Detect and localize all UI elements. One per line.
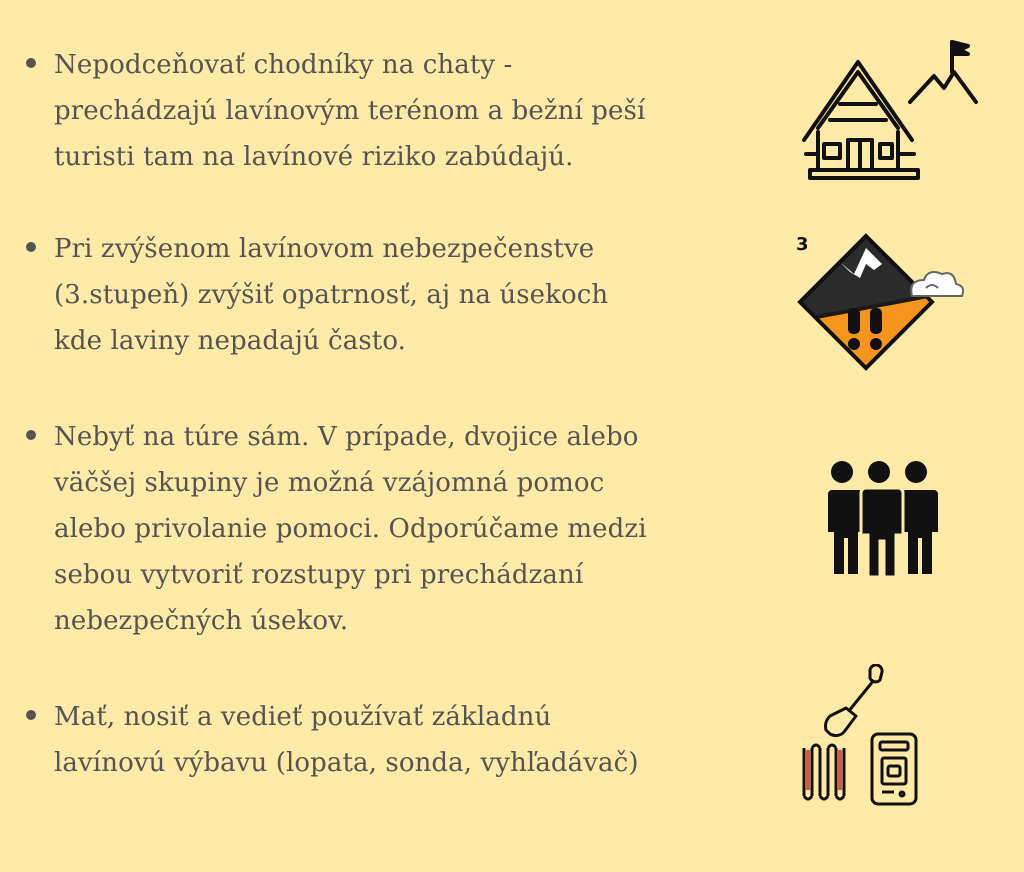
bullet [26, 710, 36, 720]
bullet [26, 430, 36, 440]
list-item-equipment [26, 694, 639, 786]
item-text: Nepodceňovať chodníky na chaty - prechádzajú lavínovým terénom a bežní peší turisti tam na lavínové riziko zabúdajú. [54, 50, 646, 172]
avalanche-danger-level-3-icon [790, 230, 970, 376]
item-text: Nebyť na túre sám. V prípade, dvojice alebo väčšej skupiny je možná vzájomná pomoc alebo privolanie pomoci. Odporúčame medzi sebou vytvoriť rozstupy pri prechádzaní nebezpečných úsekov. [54, 422, 647, 636]
list-item-danger-level [26, 226, 608, 364]
probe-icon [804, 745, 844, 799]
item-text: Pri zvýšenom lavínovom nebezpečenstve (3.stupeň) zvýšiť opatrnosť, aj na úsekoch kde laviny nepadajú často. [54, 234, 609, 356]
group-of-people-icon [818, 456, 940, 578]
item-text: Mať, nosiť a vedieť používať základnú lavínovú výbavu (lopata, sonda, vyhľadávač) [54, 702, 639, 778]
transceiver-icon [872, 734, 916, 804]
bullet [26, 58, 36, 68]
mountain-hut-icon [800, 36, 980, 184]
bullet [26, 242, 36, 252]
avalanche-equipment-icon [796, 664, 922, 808]
list-item-huts [26, 42, 645, 180]
list-item-not-alone [26, 414, 647, 644]
danger-level-number: 3 [796, 234, 809, 255]
shovel-icon [826, 665, 883, 736]
